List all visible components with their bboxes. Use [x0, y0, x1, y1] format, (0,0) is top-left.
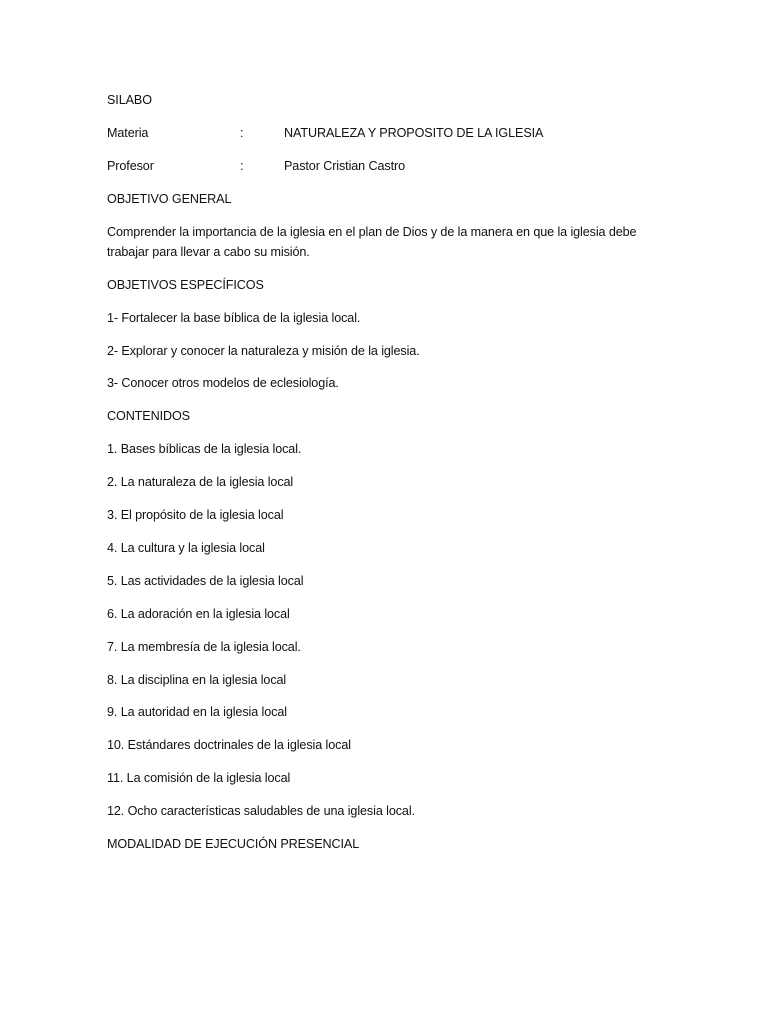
materia-value: NATURALEZA Y PROPOSITO DE LA IGLESIA — [284, 126, 544, 140]
objetivo-especifico-item: 3- Conocer otros modelos de eclesiología. — [107, 376, 339, 390]
materia-separator: : — [240, 126, 244, 140]
contenido-item: 10. Estándares doctrinales de la iglesia local — [107, 738, 351, 752]
contenido-item: 8. La disciplina en la iglesia local — [107, 673, 287, 687]
profesor-row — [107, 156, 707, 176]
contenidos-heading: CONTENIDOS — [107, 409, 190, 423]
contenido-item: 11. La comisión de la iglesia local — [107, 771, 291, 785]
objetivo-general-heading: OBJETIVO GENERAL — [107, 192, 232, 206]
profesor-label: Profesor — [107, 159, 154, 173]
contenido-item: 1. Bases bíblicas de la iglesia local. — [107, 442, 302, 456]
contenido-item: 9. La autoridad en la iglesia local — [107, 705, 287, 719]
contenido-item: 12. Ocho características saludables de una iglesia local. — [107, 804, 415, 818]
contenido-item: 5. Las actividades de la iglesia local — [107, 574, 304, 588]
objetivo-especifico-item: 1- Fortalecer la base bíblica de la iglesia local. — [107, 311, 361, 325]
objetivos-especificos-heading: OBJETIVOS ESPECÍFICOS — [107, 278, 264, 292]
objetivo-general-line-1: Comprender la importancia de la iglesia en el plan de Dios y de la manera en que la iglesia debe — [107, 225, 637, 239]
materia-row — [107, 123, 707, 143]
contenido-item: 4. La cultura y la iglesia local — [107, 541, 265, 555]
contenido-item: 6. La adoración en la iglesia local — [107, 607, 290, 621]
document-title: SILABO — [107, 93, 152, 107]
objetivo-especifico-item: 2- Explorar y conocer la naturaleza y misión de la iglesia. — [107, 344, 420, 358]
contenido-item: 2. La naturaleza de la iglesia local — [107, 475, 294, 489]
modalidad-heading: MODALIDAD DE EJECUCIÓN PRESENCIAL — [107, 837, 360, 851]
objetivo-general-line-2: trabajar para llevar a cabo su misión. — [107, 245, 310, 259]
profesor-separator: : — [240, 159, 244, 173]
contenido-item: 3. El propósito de la iglesia local — [107, 508, 284, 522]
materia-label: Materia — [107, 126, 149, 140]
profesor-value: Pastor Cristian Castro — [284, 159, 405, 173]
contenido-item: 7. La membresía de la iglesia local. — [107, 640, 301, 654]
